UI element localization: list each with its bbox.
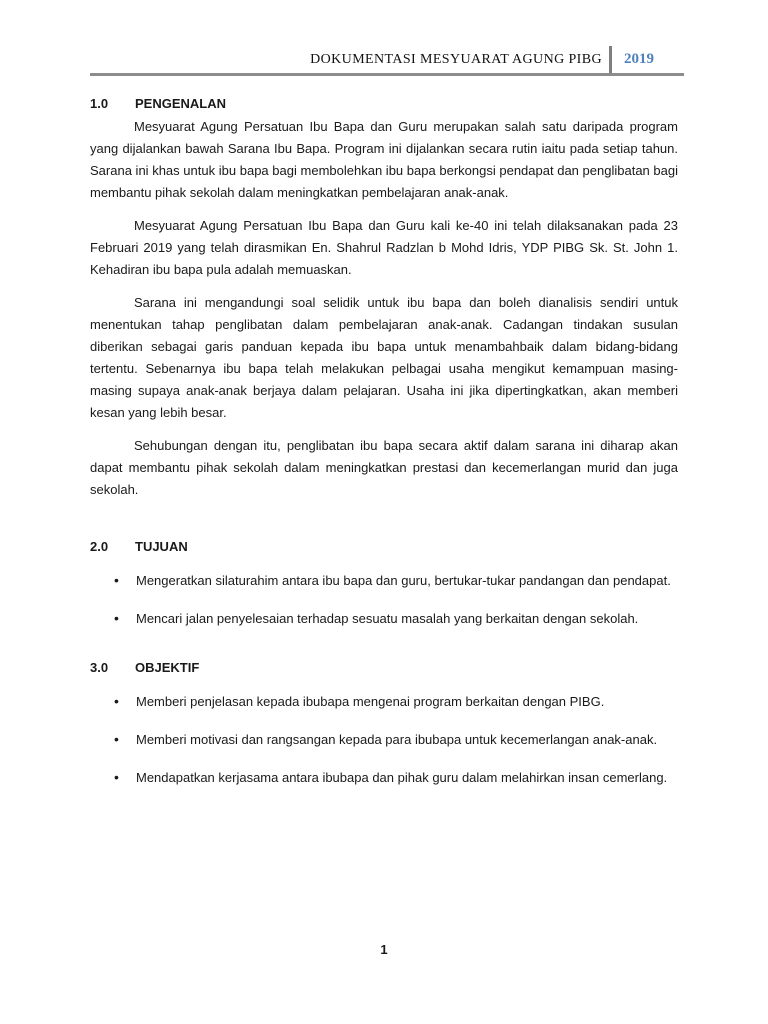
section-number: 1.0 xyxy=(90,96,109,111)
section-title: PENGENALAN xyxy=(135,96,227,111)
section-heading xyxy=(90,658,678,678)
paragraph: Mesyuarat Agung Persatuan Ibu Bapa dan Guru kali ke-40 ini telah dilaksanakan pada 23 Februari 2019 yang telah dirasmikan En. Shahrul Radzlan b Mohd Idris, YDP PIBG Sk. St. John 1. Kehadiran ibu bapa pula adalah memuaskan. xyxy=(90,218,678,277)
paragraph: Sehubungan dengan itu, penglibatan ibu bapa secara aktif dalam sarana ini diharap akan dapat membantu pihak sekolah dalam meningkatkan prestasi dan kecemerlangan murid dan juga sekolah. xyxy=(90,438,678,497)
page-number: 1 xyxy=(380,942,388,957)
section-heading xyxy=(90,537,678,557)
list-item: • Mengeratkan silaturahim antara ibu bapa dan guru, bertukar-tukar pandangan dan pendapat. xyxy=(90,571,678,590)
list-item: • Memberi penjelasan kepada ibubapa mengenai program berkaitan dengan PIBG. xyxy=(90,692,678,711)
list-item: • Mendapatkan kerjasama antara ibubapa dan pihak guru dalam melahirkan insan cemerlang. xyxy=(90,768,678,787)
header-divider xyxy=(609,46,612,74)
bullet-list xyxy=(90,692,678,787)
document-body xyxy=(90,94,678,787)
page-header xyxy=(90,44,684,76)
section-number: 2.0 xyxy=(90,539,109,554)
section-number: 3.0 xyxy=(90,660,109,675)
section-pengenalan xyxy=(90,94,678,501)
list-item: • Memberi motivasi dan rangsangan kepada para ibubapa untuk kecemerlangan anak-anak. xyxy=(90,730,678,749)
header-rule xyxy=(90,73,684,76)
bullet-list xyxy=(90,571,678,628)
section-title: TUJUAN xyxy=(135,539,188,554)
section-title: OBJEKTIF xyxy=(135,660,200,675)
section-objektif xyxy=(90,658,678,787)
paragraph: Mesyuarat Agung Persatuan Ibu Bapa dan Guru merupakan salah satu daripada program yang dijalankan bawah Sarana Ibu Bapa. Program ini dijalankan secara rutin iaitu pada setiap tahun. Sarana ini khas untuk ibu bapa bagi membolehkan ibu bapa berkongsi pendapat dan penglibatan bagi membantu pihak sekolah dalam meningkatkan pembelajaran anak-anak. xyxy=(90,119,678,200)
header-title: DOKUMENTASI MESYUARAT AGUNG PIBG xyxy=(310,52,602,67)
list-item: • Mencari jalan penyelesaian terhadap sesuatu masalah yang berkaitan dengan sekolah. xyxy=(90,609,678,628)
paragraph: Sarana ini mengandungi soal selidik untuk ibu bapa dan boleh dianalisis sendiri untuk menentukan tahap penglibatan dalam pembelajaran anak-anak. Cadangan tindakan susulan diberikan sebagai garis panduan kepada ibu bapa untuk menambahbaik dalam bidang-bidang tertentu. Sebenarnya ibu bapa telah melakukan pelbagai usaha mengikut kemampuan masing-masing supaya anak-anak berjaya dalam pelajaran. Usaha ini jika dipertingkatkan, akan memberi kesan yang lebih besar. xyxy=(90,295,678,420)
section-heading xyxy=(90,94,678,114)
header-year: 2019 xyxy=(624,51,654,67)
section-tujuan xyxy=(90,537,678,628)
